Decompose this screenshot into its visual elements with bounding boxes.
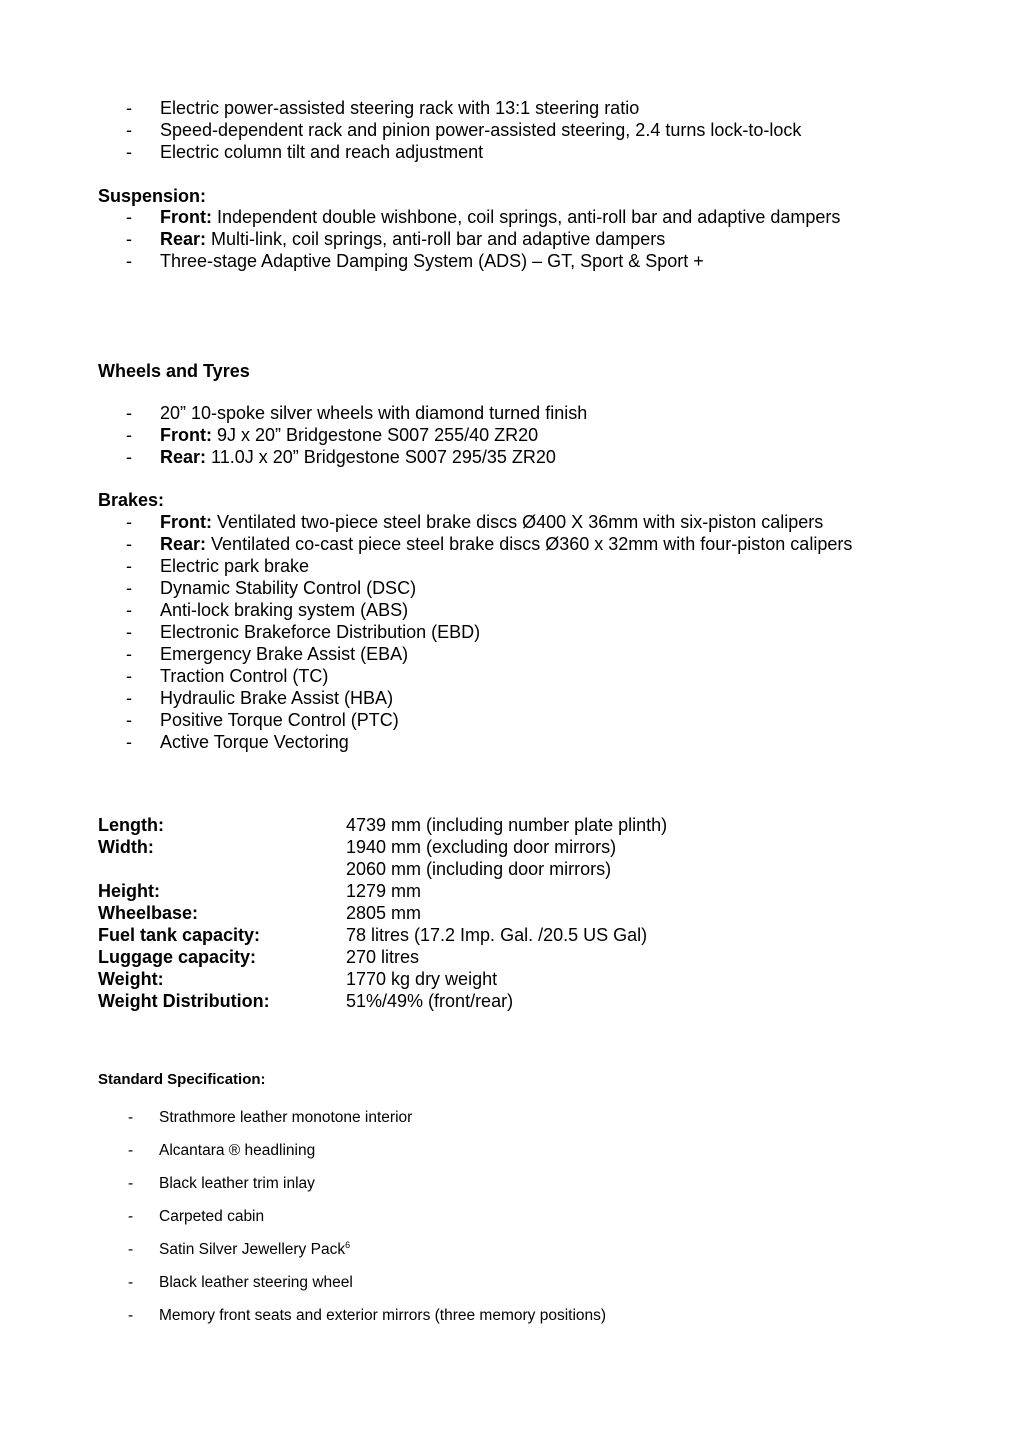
list-item [0, 533, 1024, 555]
bullet-dash: - [126, 622, 132, 642]
list-item [0, 1108, 1024, 1141]
list-item [0, 1141, 1024, 1174]
list-item [0, 709, 1024, 731]
list-item-text: Carpeted cabin [159, 1208, 265, 1225]
list-item-text [160, 446, 556, 468]
dimension-value: 1770 kg dry weight [346, 969, 498, 989]
bullet-dash: - [126, 644, 132, 664]
list-item [0, 446, 1024, 468]
list-item [0, 665, 1024, 687]
list-item-detail: Independent double wishbone, coil springs, anti-roll bar and adaptive dampers [211, 207, 841, 227]
bullet-dash: - [126, 251, 132, 271]
list-item-text: Electric column tilt and reach adjustment [160, 142, 484, 162]
list-item [0, 228, 1024, 250]
table-row [0, 880, 1024, 902]
list-item-detail: Satin Silver Jewellery Pack [159, 1241, 346, 1258]
list-item-label: Front: [160, 207, 212, 227]
dimension-key: Length: [98, 815, 164, 835]
dimension-value: 270 litres [346, 947, 420, 967]
table-row [0, 990, 1024, 1012]
table-row [0, 858, 1024, 880]
bullet-dash: - [128, 1208, 134, 1225]
bullet-dash: - [126, 688, 132, 708]
list-item [0, 141, 1024, 163]
list-item-text: Dynamic Stability Control (DSC) [160, 578, 417, 598]
bullet-dash: - [126, 600, 132, 620]
list-item [0, 250, 1024, 272]
dimension-value: 51%/49% (front/rear) [346, 991, 514, 1011]
list-item-text: Black leather trim inlay [159, 1175, 315, 1192]
list-item-text: Alcantara ® headlining [159, 1142, 316, 1159]
bullet-dash: - [126, 403, 132, 423]
list-item-text: Emergency Brake Assist (EBA) [160, 644, 409, 664]
bullet-dash: - [126, 534, 132, 554]
wheels-heading: Wheels and Tyres [98, 361, 250, 381]
brakes-heading: Brakes: [98, 490, 165, 510]
list-item-text: Electric power-assisted steering rack with 13:1 steering ratio [160, 98, 640, 118]
suspension-heading: Suspension: [98, 186, 207, 206]
list-item-text [160, 511, 823, 533]
list-item-text: Active Torque Vectoring [160, 732, 349, 752]
dimension-value: 2805 mm [346, 903, 422, 923]
list-item-text [160, 228, 665, 250]
list-item-text: Positive Torque Control (PTC) [160, 710, 399, 730]
list-item [0, 621, 1024, 643]
standard-spec-list [0, 1108, 1024, 1339]
dimension-value: 2060 mm (including door mirrors) [346, 859, 612, 879]
list-item-text: Hydraulic Brake Assist (HBA) [160, 688, 394, 708]
table-row [0, 902, 1024, 924]
bullet-dash: - [126, 142, 132, 162]
bullet-dash: - [128, 1307, 134, 1324]
bullet-dash: - [126, 578, 132, 598]
list-item-text: Electric park brake [160, 556, 310, 576]
list-item-text [160, 424, 538, 446]
list-item [0, 1240, 1024, 1273]
list-item-label: Rear: [160, 229, 207, 249]
list-item-text: Speed-dependent rack and pinion power-assisted steering, 2.4 turns lock-to-lock [160, 120, 802, 140]
list-item [0, 555, 1024, 577]
bullet-dash: - [128, 1175, 134, 1192]
list-item-label: Rear: [160, 447, 207, 467]
list-item [0, 1174, 1024, 1207]
list-item [0, 1273, 1024, 1306]
table-row [0, 836, 1024, 858]
suspension-list [0, 206, 1024, 272]
dimension-key: Wheelbase: [98, 903, 199, 923]
dimension-key: Fuel tank capacity: [98, 925, 261, 945]
dimension-key: Height: [98, 881, 160, 901]
list-item-text: Traction Control (TC) [160, 666, 329, 686]
list-item [0, 97, 1024, 119]
list-item-detail: Multi-link, coil springs, anti-roll bar and adaptive dampers [206, 229, 666, 249]
list-item [0, 599, 1024, 621]
list-item-text: Anti-lock braking system (ABS) [160, 600, 409, 620]
list-item-detail: 9J x 20” Bridgestone S007 255/40 ZR20 [211, 425, 539, 445]
dimensions-table [0, 814, 1024, 1012]
footnote-marker: 6 [345, 1239, 351, 1250]
bullet-dash: - [126, 207, 132, 227]
bullet-dash: - [126, 556, 132, 576]
list-item [0, 119, 1024, 141]
bullet-dash: - [126, 732, 132, 752]
list-item-text [160, 206, 840, 228]
list-item-text [159, 1240, 350, 1260]
list-item-text: Strathmore leather monotone interior [159, 1109, 413, 1126]
bullet-dash: - [126, 229, 132, 249]
list-item [0, 643, 1024, 665]
table-row [0, 946, 1024, 968]
list-item [0, 1306, 1024, 1339]
list-item [0, 206, 1024, 228]
list-item [0, 424, 1024, 446]
bullet-dash: - [126, 710, 132, 730]
bullet-dash: - [126, 447, 132, 467]
list-item-detail: 11.0J x 20” Bridgestone S007 295/35 ZR20 [206, 447, 556, 467]
wheels-list [0, 402, 1024, 468]
list-item-text: Three-stage Adaptive Damping System (ADS) – GT, Sport & Sport + [160, 251, 704, 271]
dimension-key: Luggage capacity: [98, 947, 257, 967]
bullet-dash: - [126, 98, 132, 118]
list-item-detail: Ventilated co-cast piece steel brake discs Ø360 x 32mm with four-piston calipers [206, 534, 853, 554]
bullet-dash: - [126, 512, 132, 532]
list-item [0, 1207, 1024, 1240]
table-row [0, 968, 1024, 990]
table-row [0, 924, 1024, 946]
bullet-dash: - [128, 1142, 134, 1159]
list-item [0, 687, 1024, 709]
standard-spec-heading: Standard Specification: [98, 1071, 266, 1088]
bullet-dash: - [126, 120, 132, 140]
list-item [0, 577, 1024, 599]
dimension-key: Width: [98, 837, 154, 857]
dimension-key: Weight Distribution: [98, 991, 270, 1011]
bullet-dash: - [126, 425, 132, 445]
bullet-dash: - [128, 1241, 134, 1258]
list-item-label: Front: [160, 425, 212, 445]
dimension-value: 78 litres (17.2 Imp. Gal. /20.5 US Gal) [346, 925, 648, 945]
table-row [0, 814, 1024, 836]
steering-list [0, 97, 1024, 163]
dimension-value: 1940 mm (excluding door mirrors) [346, 837, 617, 857]
dimension-value: 4739 mm (including number plate plinth) [346, 815, 668, 835]
list-item-detail: Ventilated two-piece steel brake discs Ø400 X 36mm with six-piston calipers [211, 512, 824, 532]
list-item-text [160, 533, 852, 555]
list-item-label: Rear: [160, 534, 207, 554]
dimension-key: Weight: [98, 969, 164, 989]
list-item [0, 731, 1024, 753]
list-item-label: Front: [160, 512, 212, 532]
list-item-text: Black leather steering wheel [159, 1274, 353, 1291]
brakes-list [0, 511, 1024, 753]
bullet-dash: - [128, 1109, 134, 1126]
bullet-dash: - [128, 1274, 134, 1291]
list-item [0, 402, 1024, 424]
list-item-text: Memory front seats and exterior mirrors (three memory positions) [159, 1307, 607, 1324]
dimension-value: 1279 mm [346, 881, 422, 901]
bullet-dash: - [126, 666, 132, 686]
list-item [0, 511, 1024, 533]
list-item-text: 20” 10-spoke silver wheels with diamond turned finish [160, 403, 588, 423]
list-item-text: Electronic Brakeforce Distribution (EBD) [160, 622, 481, 642]
